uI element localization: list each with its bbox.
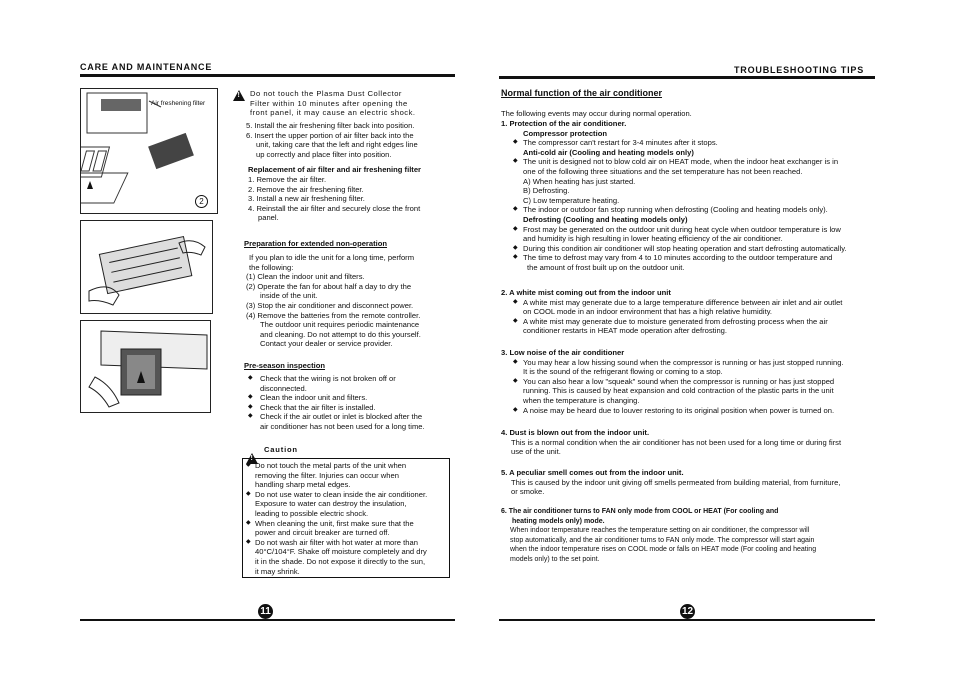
left-page-number: 11 — [258, 604, 273, 619]
section-smell: 5. A peculiar smell comes out from the indoor unit. This is caused by the indoor unit giving off smells permeated from building material, from furniture, or smoke. — [501, 468, 841, 497]
air-freshening-filter-label: Air freshening filter — [151, 100, 206, 107]
figure-step-number: 2 — [195, 195, 208, 208]
filter-handling-illustration — [81, 221, 212, 313]
left-page-header: CARE AND MAINTENANCE — [80, 62, 213, 72]
filter-figure-2 — [80, 220, 213, 314]
filter-figure-1 — [80, 88, 218, 214]
replacement-steps: 1. Remove the air filter. 2. Remove the air freshening filter. 3. Install a new air freshening filter. 4. Reinstall the air filter and securely close the front panel. — [248, 175, 421, 223]
section-dust: 4. Dust is blown out from the indoor unit. This is a normal condition when the air conditioner has not been used for a long time or during first use of the unit. — [501, 428, 842, 457]
preseason-checklist: ◆ Check that the wiring is not broken off or disconnected. ◆ Clean the indoor unit and filters. ◆ Check that the air filter is installed. ◆ Check if the air outlet or inlet is blocked after the air conditioner has not been used for a long time. — [248, 374, 425, 431]
section-low-noise: 3. Low noise of the air conditioner ◆ You may hear a low hissing sound when the compressor is running or has just stopped running. It is the sound of the refrigerant flowing or coming to a stop. ◆ You can also hear a low "squeak" sound when the compressor is running or has just stopped running. This is caused by heat expansion and cold contraction of the plastic parts in the unit when the temperature is changing. ◆ A noise may be heard due to louver restoring to its original position when power is turned on. — [501, 348, 844, 415]
right-page-header: TROUBLESHOOTING TIPS — [734, 65, 865, 75]
prep-title: Preparation for extended non-operation — [244, 239, 388, 248]
left-footer-rule — [80, 619, 455, 621]
section-protection: 1. Protection of the air conditioner. Compressor protection ◆ The compressor can't restart for 3-4 minutes after it stops. Anti-cold air (Cooling and heating models only) ◆ The unit is designed not to blow cold air on HEAT mode, when the indoor heat exchanger is in one of the following three situations and the set temperature has not been reached. A) When heating has just started. B) Defrosting. C) Low temperature heating. ◆ The indoor or outdoor fan stop running when defrosting (Cooling and heating models only). Defrosting (Cooling and heating models only) ◆ Frost may be generated on the outdoor unit during heat cycle when outdoor temperature is low and humidity is high resulting in lower heating efficiency of the air conditioner. ◆ During this condition air conditioner will stop heating operation and start defrosting automatically. ◆ The time to defrost may vary from 4 to 10 minutes according to the outdoor temperature and the amount of frost built up on the outdoor unit. — [501, 119, 847, 272]
section-white-mist: 2. A white mist coming out from the indoor unit ◆ A white mist may generate due to a large temperature difference between air inlet and air outlet on COOL mode in an indoor environment that has a high relative humidity. ◆ A white mist may generate due to moisture generated from defrosting process when the air conditioner restarts in HEAT mode operation after defrosting. — [501, 288, 843, 336]
unit-filter-illustration — [81, 321, 210, 412]
caution-box — [242, 458, 450, 578]
intro-text: The following events may occur during normal operation. — [501, 109, 692, 118]
preseason-title: Pre-season inspection — [244, 361, 326, 370]
filter-figure-3 — [80, 320, 211, 413]
troubleshooting-title: Normal function of the air conditioner — [501, 88, 663, 98]
caution-list: ◆ Do not touch the metal parts of the unit when removing the filter. Injuries can occur when handling sharp metal edges. ◆ Do not use water to clean inside the air conditioner. Exposure to water can destroy the insulation, leading to possible electric shock. ◆ When cleaning the unit, first make sure that the power and circuit breaker are turned off. ◆ Do not wash air filter with hot water at more than 40°C/104°F. Shake off moisture completely and dry it in the shade. Do not expose it directly to the sun, it may shrink. — [246, 461, 428, 576]
section-fan-mode: 6. The air conditioner turns to FAN only mode from COOL or HEAT (For cooling and heating models only) mode. When indoor temperature reaches the temperature setting on air conditioner, the compressor will stop automatically, and the air conditioner turns to FAN only mode. The compressor will start again when the indoor temperature rises on COOL mode or falls on HEAT mode (For cooling and heating models only) to the set point. — [501, 508, 817, 563]
plasma-warning: Do not touch the Plasma Dust Collector Filter within 10 minutes after opening the front panel, it may cause an electric shock. — [250, 89, 416, 118]
right-page-number: 12 — [681, 606, 694, 617]
warning-icon: ! — [233, 90, 245, 101]
caution-icon: ! — [246, 453, 258, 464]
left-header-rule — [80, 74, 455, 77]
install-steps: 5. Install the air freshening filter back into position. 6. Insert the upper portion of air filter back into the unit, taking care that the left and right edges line up correctly and place filter into position. — [246, 121, 418, 159]
caution-title: Caution — [264, 445, 298, 454]
right-footer-rule — [499, 619, 875, 621]
prep-instructions: If you plan to idle the unit for a long time, perform the following: (1) Clean the indoor unit and filters. (2) Operate the fan for about half a day to dry the inside of the unit. (3) Stop the air conditioner and disconnect power. (4) Remove the batteries from the remote controller. The outdoor unit requires periodic maintenance and cleaning. Do not attempt to do this yourself. Contact your dealer or service provider. — [246, 253, 421, 349]
replacement-title: Replacement of air filter and air freshening filter — [248, 165, 422, 174]
right-header-rule — [499, 76, 875, 79]
